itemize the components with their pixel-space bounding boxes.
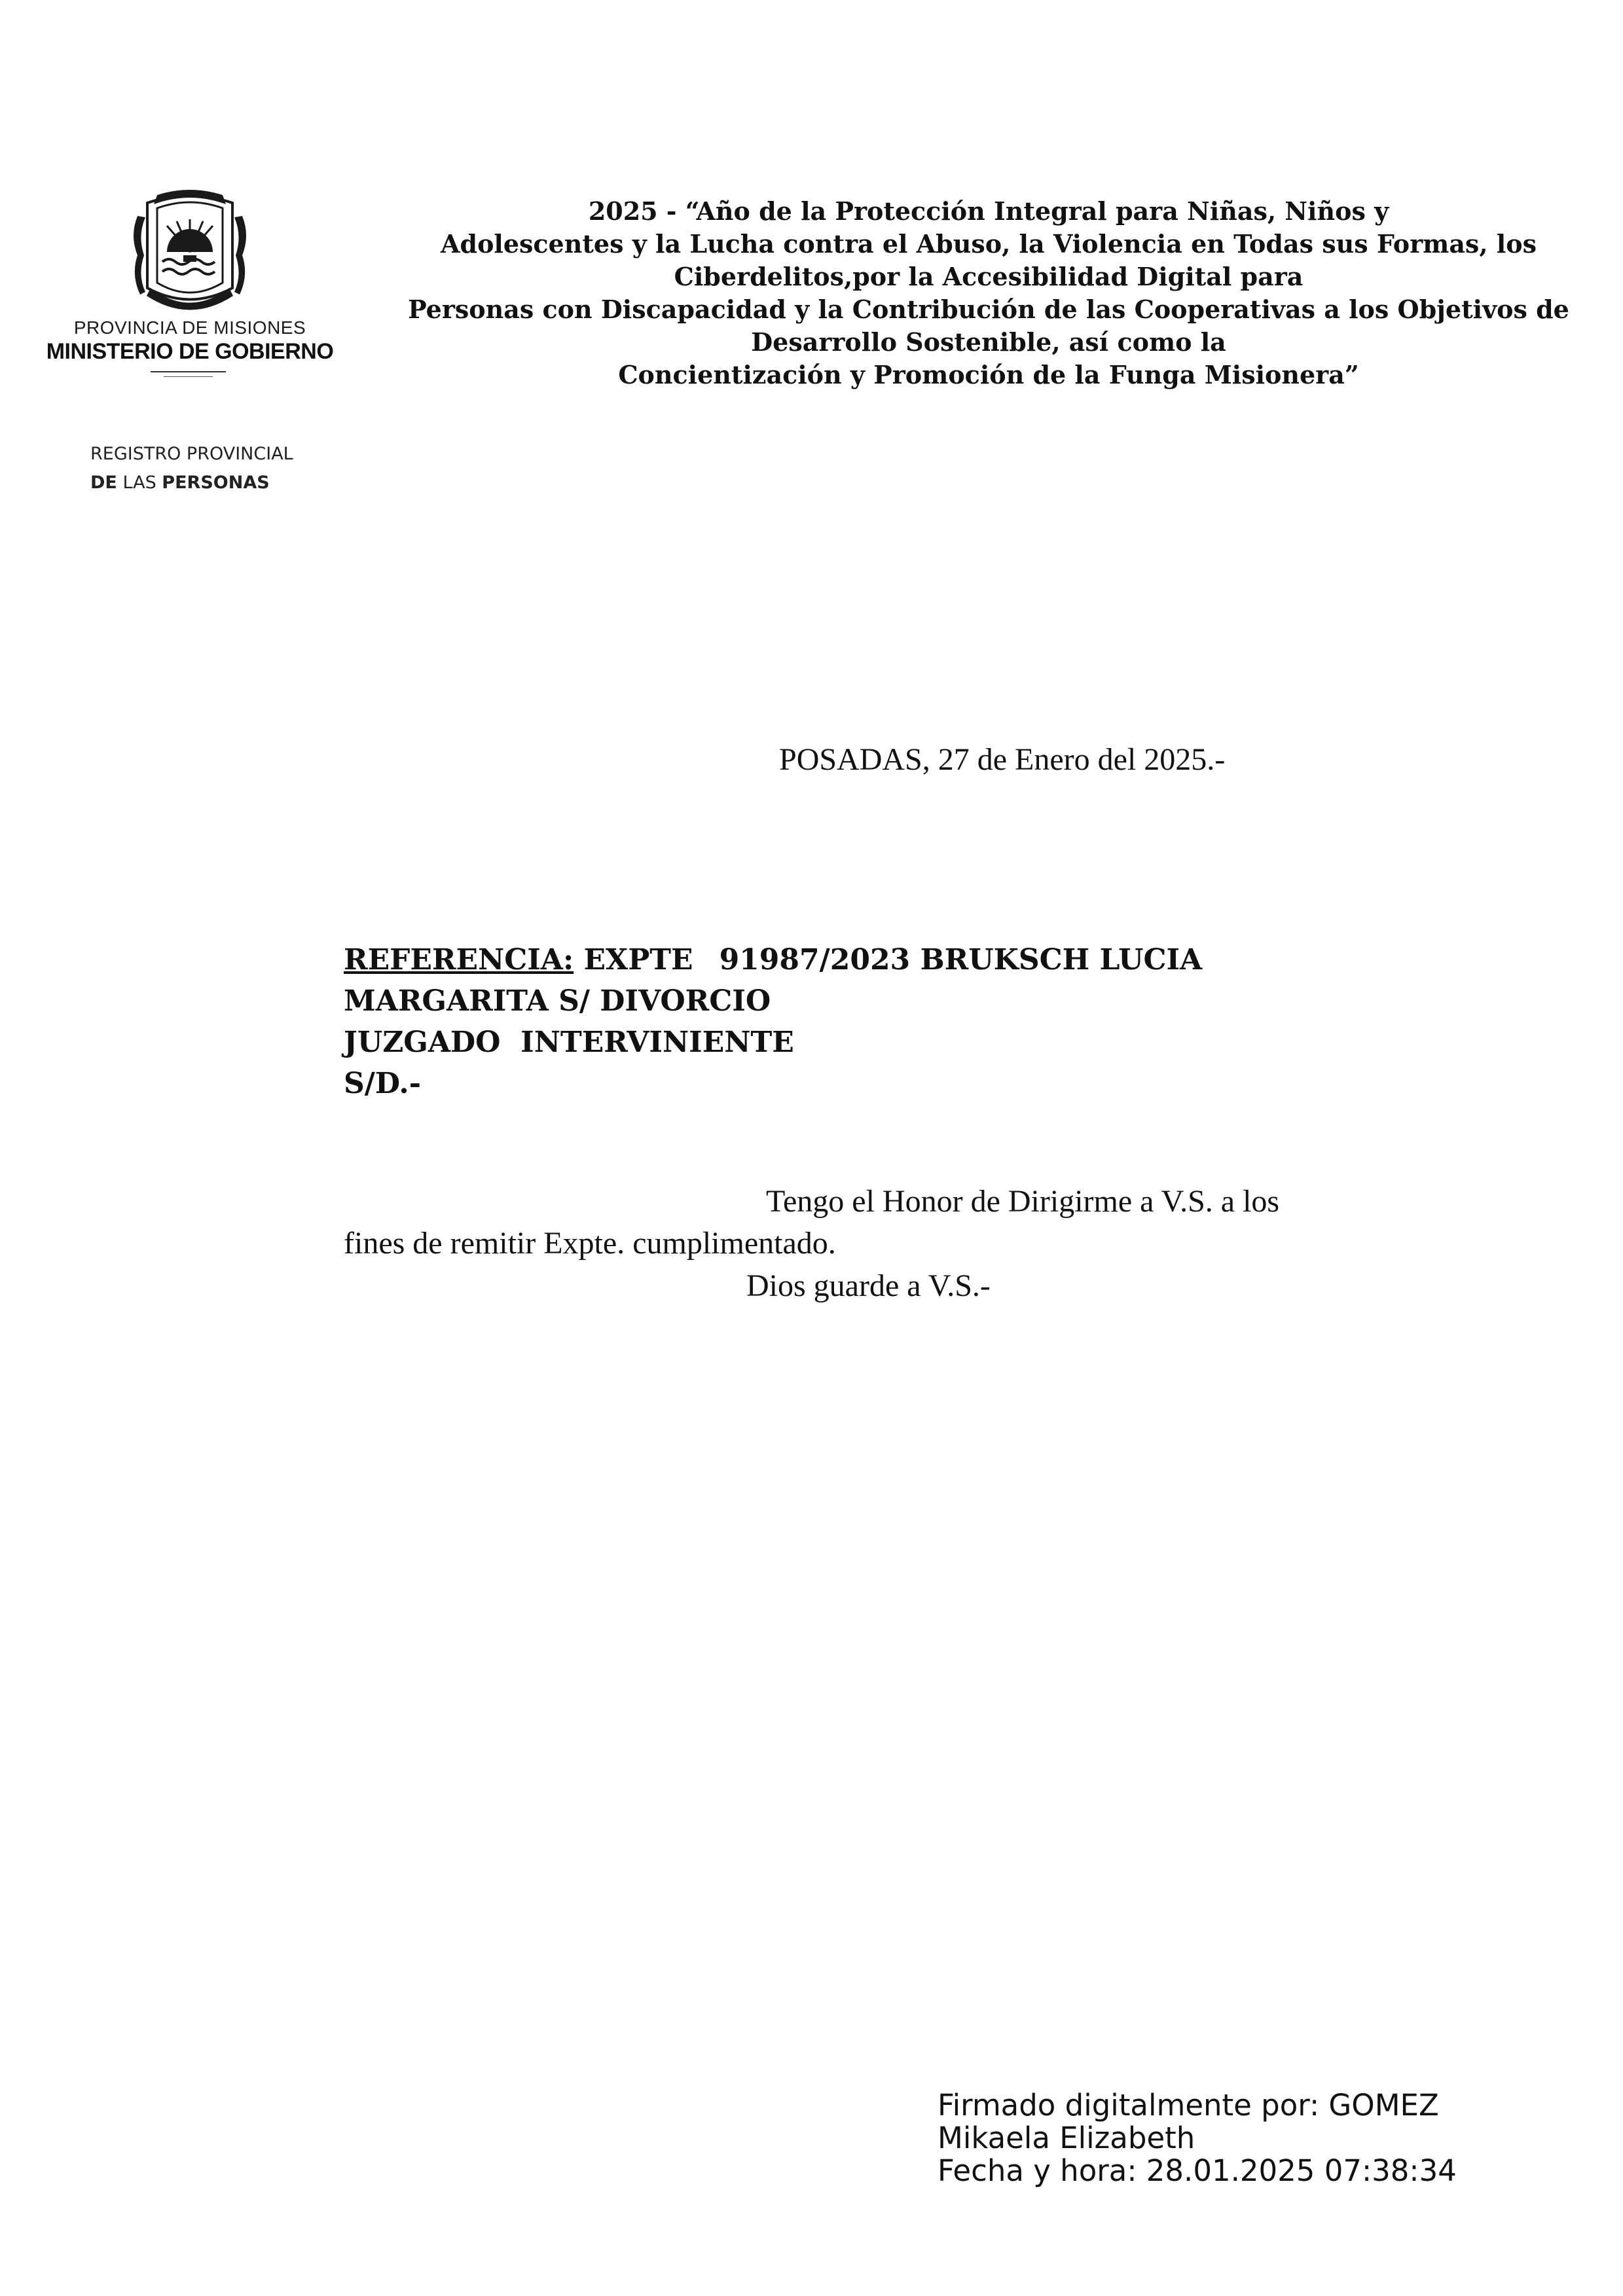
motto-line: Personas con Discapacidad y la Contribución de las Cooperativas a los Objetivos de [408,295,1569,324]
motto-line: 2025 - “Año de la Protección Integral para Niñas, Niños y [588,196,1389,226]
signature-line-3: Fecha y hora: 28.01.2025 07:38:34 [938,2153,1457,2188]
registro-line-2-suffix: PERSONAS [162,473,270,493]
logo-divider [151,371,226,372]
ministry-logo [33,190,347,386]
digital-signature [938,2089,1457,2187]
body-line-3: Dios guarde a V.S.- [746,1268,991,1303]
reference-expte: EXPTE [583,943,693,977]
body-line-2: fines de remitir Expte. cumplimentado. [344,1226,836,1261]
reference-line-3: JUZGADO INTERVINIENTE [344,1026,794,1059]
logo-province-text: PROVINCIA DE MISIONES [73,317,306,338]
signature-line-1: Firmado digitalmente por: GOMEZ [938,2088,1439,2123]
motto-line: Desarrollo Sostenible, así como la [751,327,1226,357]
reference-line-2: MARGARITA S/ DIVORCIO [344,984,771,1018]
motto-line: Ciberdelitos,por la Accesibilidad Digital para [674,262,1304,291]
coat-of-arms-icon [33,190,347,317]
reference-line-1 [344,939,1202,980]
signature-line-2: Mikaela Elizabeth [938,2121,1195,2155]
document-date: POSADAS, 27 de Enero del 2025.- [779,742,1226,777]
reference-block [344,939,1202,1104]
body-line-1: Tengo el Honor de Dirigirme a V.S. a los [766,1184,1280,1219]
registro-line-2-middle: LAS [117,473,162,493]
registro-line-2-prefix: DE [90,473,117,493]
registro-line-2 [90,469,293,497]
registro-line-1: REGISTRO PROVINCIAL [90,444,293,464]
logo-divider-small [164,376,213,377]
reference-label: REFERENCIA: [344,943,574,977]
motto-line: Adolescentes y la Lucha contra el Abuso, la Violencia en Todas sus Formas, los [441,229,1537,259]
year-motto [380,195,1597,391]
registro-heading [90,440,293,497]
motto-line: Concientización y Promoción de la Funga Misionera” [618,360,1359,389]
logo-ministry-text: MINISTERIO DE GOBIERNO [46,339,334,364]
reference-line-4: S/D.- [344,1067,422,1100]
reference-case: 91987/2023 BRUKSCH LUCIA [719,943,1203,977]
